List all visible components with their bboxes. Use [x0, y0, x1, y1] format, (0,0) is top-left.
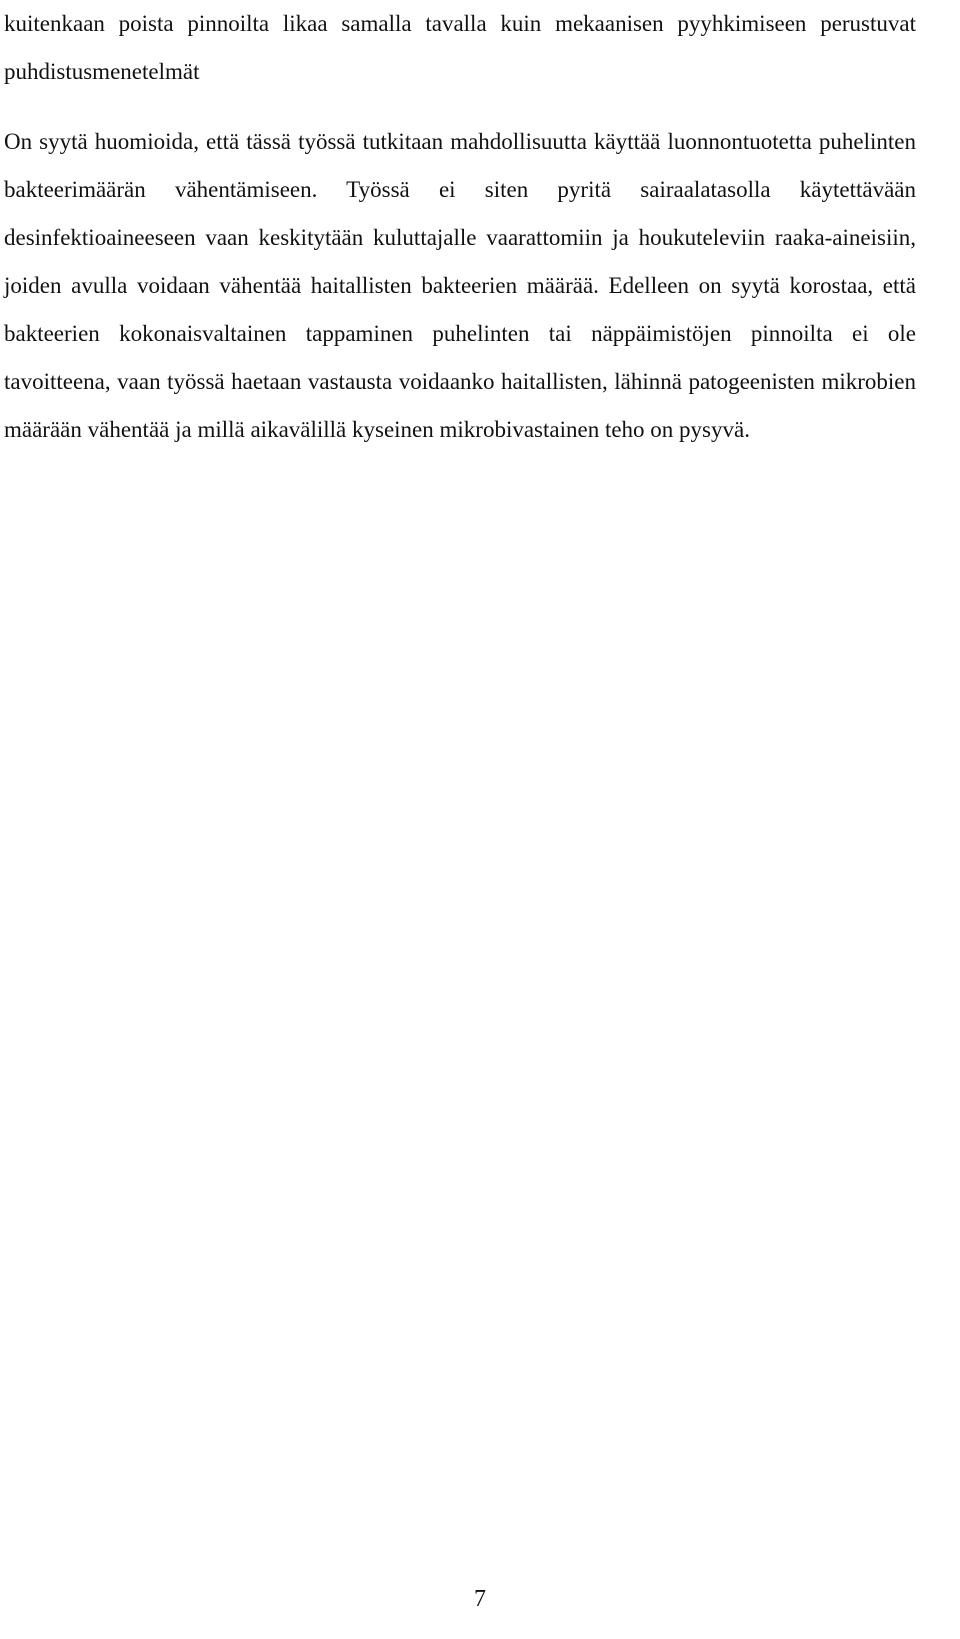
body-text — [4, 0, 916, 454]
page-number: 7 — [474, 1586, 486, 1612]
paragraph-scope-note: On syytä huomioida, että tässä työssä tutkitaan mahdollisuutta käyttää luonnontuotetta puhelinten bakteerimäärän vähentämiseen. Työssä ei siten pyritä sairaalatasolla käytettävään desinfektioaineeseen vaan keskitytään kuluttajalle vaarattomiin ja houkuteleviin raaka-aineisiin, joiden avulla voidaan vähentää haitallisten bakteerien määrää. Edelleen on syytä korostaa, että bakteerien kokonaisvaltainen tappaminen puhelinten tai näppäimistöjen pinnoilta ei ole tavoitteena, vaan työssä haetaan vastausta voidaanko haitallisten, lähinnä patogeenisten mikrobien määrään vähentää ja millä aikavälillä kyseinen mikrobivastainen teho on pysyvä. — [4, 129, 916, 442]
paragraph-continuation: kuitenkaan poista pinnoilta likaa samalla tavalla kuin mekaanisen pyyhkimiseen perustuvat puhdistusmenetelmät — [4, 11, 916, 84]
